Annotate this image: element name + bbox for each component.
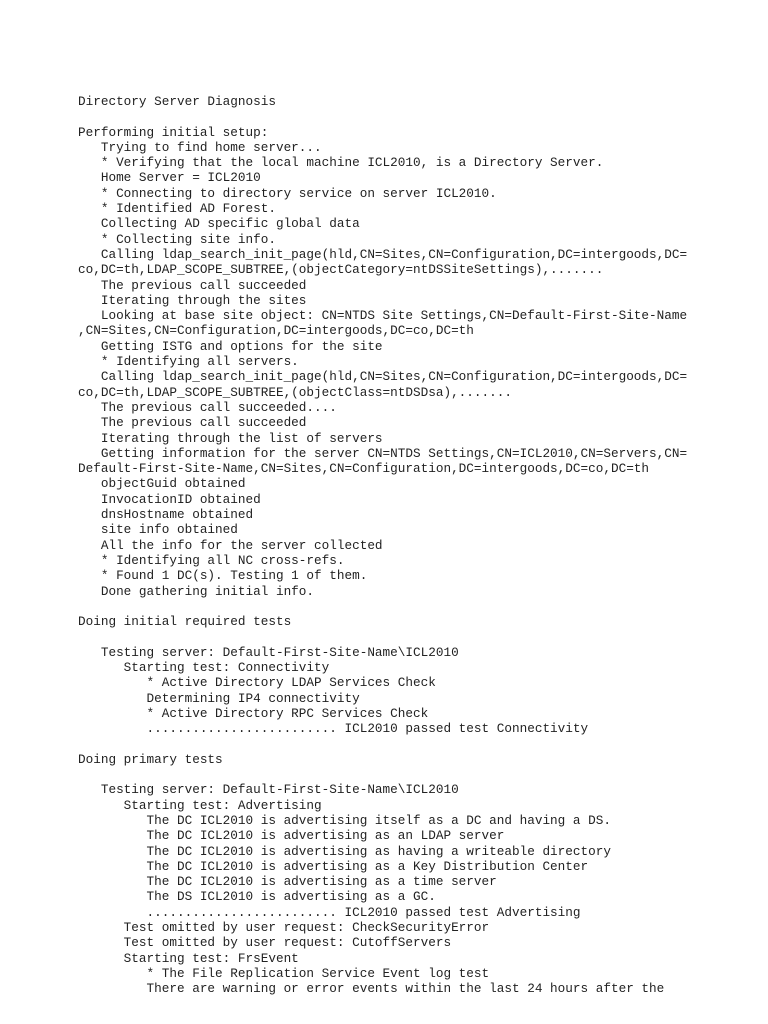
log-line: Doing initial required tests <box>78 614 292 630</box>
log-line: Starting test: FrsEvent <box>78 950 299 966</box>
log-line: * Identifying all NC cross-refs. <box>78 552 345 568</box>
log-line: All the info for the server collected <box>78 537 383 553</box>
log-line: site info obtained <box>78 522 238 538</box>
log-line: The DC ICL2010 is advertising as having a writeable directory <box>78 843 611 859</box>
log-line: The previous call succeeded <box>78 415 307 431</box>
log-line: ......................... ICL2010 passed test Connectivity <box>78 721 589 737</box>
log-line: Starting test: Connectivity <box>78 659 330 675</box>
log-line: * Verifying that the local machine ICL2010, is a Directory Server. <box>78 155 604 171</box>
log-line: The previous call succeeded.... <box>78 399 337 415</box>
blank-line <box>78 629 758 644</box>
log-line: objectGuid obtained <box>78 476 246 492</box>
log-line: Done gathering initial info. <box>78 583 315 599</box>
log-line: The previous call succeeded <box>78 277 307 293</box>
log-line: Getting ISTG and options for the site <box>78 338 383 354</box>
log-line: Testing server: Default-First-Site-Name\ICL2010 <box>78 782 459 798</box>
log-line: Home Server = ICL2010 <box>78 170 261 186</box>
log-line: * The File Replication Service Event log test <box>78 965 490 981</box>
log-line: Doing primary tests <box>78 751 223 767</box>
log-line: Performing initial setup: <box>78 124 269 140</box>
log-line: The DC ICL2010 is advertising itself as a DC and having a DS. <box>78 812 611 828</box>
log-line: * Found 1 DC(s). Testing 1 of them. <box>78 568 368 584</box>
log-line: Testing server: Default-First-Site-Name\ICL2010 <box>78 644 459 660</box>
log-line: dnsHostname obtained <box>78 507 254 523</box>
log-line: Iterating through the list of servers <box>78 430 383 446</box>
log-line: The DC ICL2010 is advertising as an LDAP server <box>78 828 505 844</box>
log-line: Calling ldap_search_init_page(hld,CN=Sites,CN=Configuration,DC=intergoods,DC= <box>78 246 688 262</box>
log-line: * Active Directory RPC Services Check <box>78 705 429 721</box>
blank-line <box>78 109 758 124</box>
log-line: Default-First-Site-Name,CN=Sites,CN=Configuration,DC=intergoods,DC=co,DC=th <box>78 461 650 477</box>
log-line: Iterating through the sites <box>78 292 307 308</box>
log-line: ......................... ICL2010 passed test Advertising <box>78 904 581 920</box>
blank-line <box>78 736 758 751</box>
log-line: The DC ICL2010 is advertising as a time server <box>78 874 497 890</box>
log-line: ,CN=Sites,CN=Configuration,DC=intergoods,DC=co,DC=th <box>78 323 474 339</box>
log-line: There are warning or error events within the last 24 hours after the <box>78 981 665 997</box>
log-line: Test omitted by user request: CheckSecurityError <box>78 920 490 936</box>
log-line: Collecting AD specific global data <box>78 216 360 232</box>
log-line: * Identifying all servers. <box>78 354 299 370</box>
log-line: Determining IP4 connectivity <box>78 690 360 706</box>
log-line: Trying to find home server... <box>78 139 322 155</box>
log-line: Test omitted by user request: CutoffServers <box>78 935 452 951</box>
blank-line <box>78 767 758 782</box>
dcdiag-output-text <box>78 94 758 997</box>
log-line: Calling ldap_search_init_page(hld,CN=Sites,CN=Configuration,DC=intergoods,DC= <box>78 369 688 385</box>
log-line: * Connecting to directory service on server ICL2010. <box>78 185 497 201</box>
log-line: * Identified AD Forest. <box>78 201 276 217</box>
log-line: The DC ICL2010 is advertising as a Key Distribution Center <box>78 858 589 874</box>
log-line: co,DC=th,LDAP_SCOPE_SUBTREE,(objectClass=ntDSDsa),....... <box>78 384 512 400</box>
log-line: Looking at base site object: CN=NTDS Site Settings,CN=Default-First-Site-Name <box>78 308 688 324</box>
log-line: InvocationID obtained <box>78 491 261 507</box>
log-line: co,DC=th,LDAP_SCOPE_SUBTREE,(objectCategory=ntDSSiteSettings),....... <box>78 262 604 278</box>
log-line: Directory Server Diagnosis <box>78 94 276 109</box>
log-line: The DS ICL2010 is advertising as a GC. <box>78 889 436 905</box>
log-line: * Active Directory LDAP Services Check <box>78 675 436 691</box>
log-line: Starting test: Advertising <box>78 797 322 813</box>
blank-line <box>78 599 758 614</box>
log-line: Getting information for the server CN=NTDS Settings,CN=ICL2010,CN=Servers,CN= <box>78 445 688 461</box>
log-line: * Collecting site info. <box>78 231 276 247</box>
